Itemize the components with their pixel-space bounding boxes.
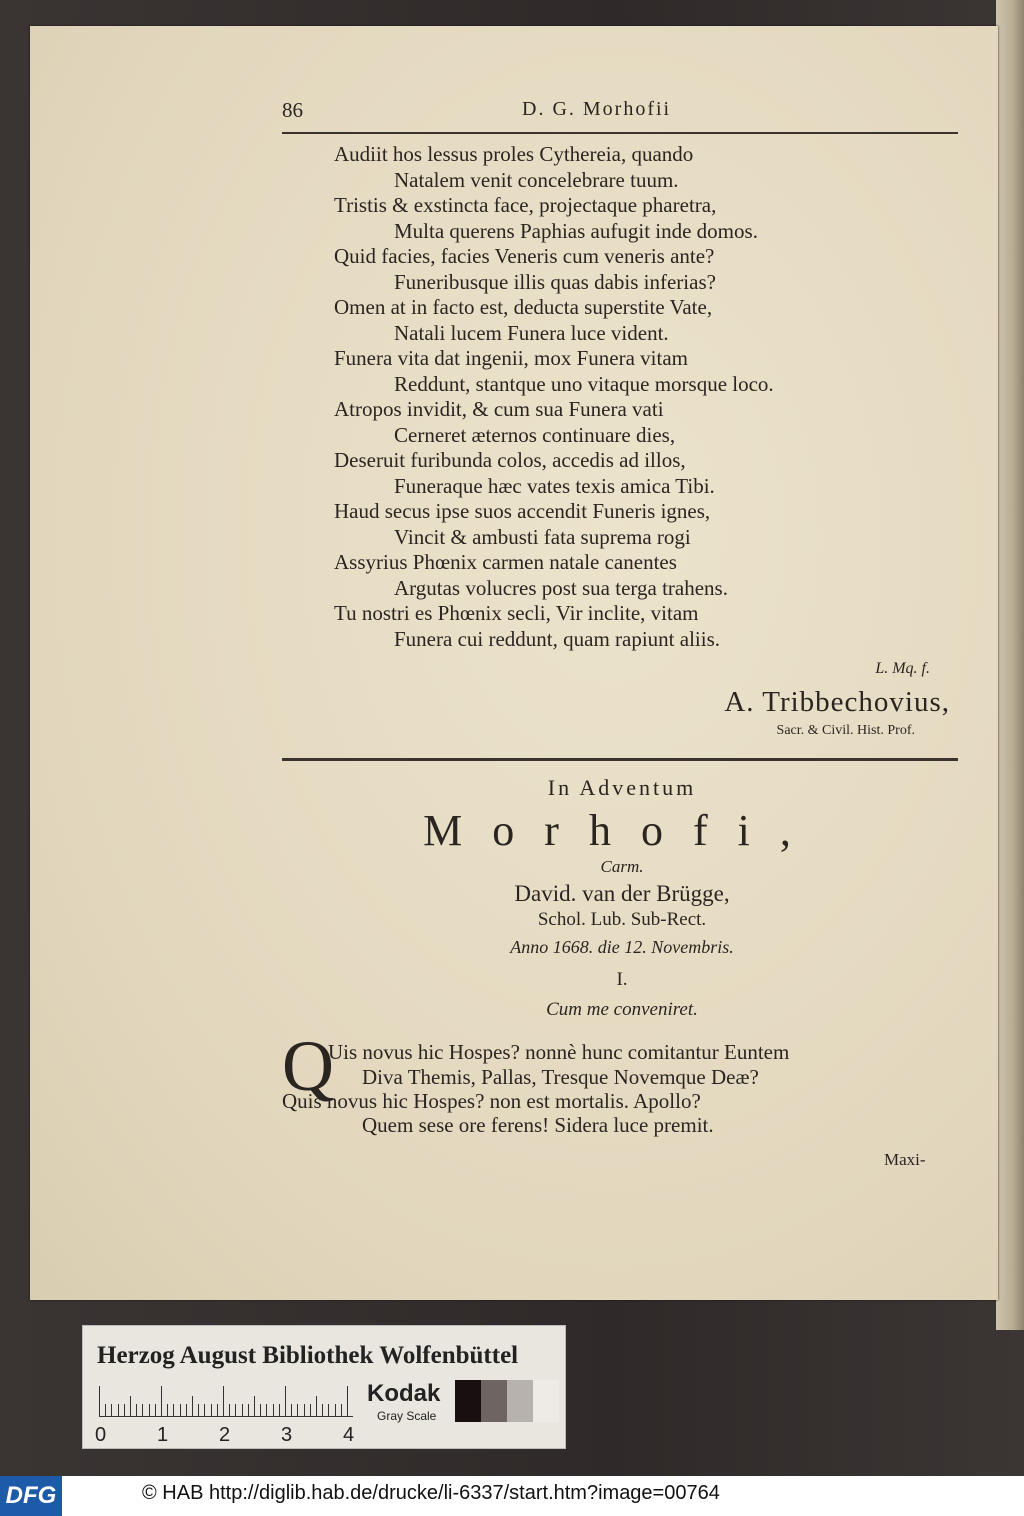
poem-line: Diva Themis, Pallas, Tresque Novemque Deæ? xyxy=(362,1065,759,1089)
signature-name: A. Tribbechovius, xyxy=(724,686,950,718)
section-heading xyxy=(282,775,962,1027)
ruler-tick xyxy=(347,1386,348,1416)
gray-swatch xyxy=(455,1380,481,1422)
elegy-poem xyxy=(334,142,964,652)
ruler-tick xyxy=(297,1404,298,1416)
section-rule xyxy=(282,758,958,761)
footer-bar xyxy=(0,1476,1024,1516)
ruler-tick xyxy=(130,1396,131,1416)
stanza-numeral: I. xyxy=(616,969,628,990)
ruler-tick xyxy=(335,1404,336,1416)
author-role: Schol. Lub. Sub-Rect. xyxy=(537,909,707,930)
poem-line: Omen at in facto est, deducta superstite Vate, xyxy=(334,295,713,319)
ruler-tick xyxy=(192,1396,193,1416)
gray-swatch xyxy=(481,1380,507,1422)
ruler-tick xyxy=(322,1404,323,1416)
ruler-tick xyxy=(99,1386,100,1416)
ruler-tick xyxy=(111,1404,112,1416)
ruler-number: 0 xyxy=(95,1424,107,1446)
ruler-tick xyxy=(235,1404,236,1416)
ruler-tick xyxy=(254,1396,255,1416)
ruler-tick xyxy=(279,1404,280,1416)
ruler-tick xyxy=(266,1404,267,1416)
ruler-tick xyxy=(186,1404,187,1416)
ruler-tick xyxy=(124,1404,125,1416)
ruler-tick xyxy=(248,1404,249,1416)
poem-line: Quis novus hic Hospes? non est mortalis. Apollo? xyxy=(282,1089,701,1113)
ruler-numbers xyxy=(95,1424,355,1448)
ruler-tick xyxy=(161,1386,162,1416)
ruler-tick xyxy=(118,1404,119,1416)
ruler-tick xyxy=(149,1404,150,1416)
poem-line: Natalem venit concelebrare tuum. xyxy=(394,167,679,192)
poem-line: Funeraque hæc vates texis amica Tibi. xyxy=(394,473,715,498)
author-name: David. van der Brügge, xyxy=(514,881,730,906)
kodak-logo: Kodak xyxy=(367,1380,441,1407)
poem-line: Reddunt, stantque uno vitaque morsque loco. xyxy=(394,371,774,396)
poem-line: Atropos invidit, & cum sua Funera vati xyxy=(334,397,664,421)
poem-line: Funeribusque illis quas dabis inferias? xyxy=(394,269,716,294)
ruler-tick xyxy=(260,1404,261,1416)
gray-scale-label: Gray Scale xyxy=(377,1409,437,1423)
color-reference-bar xyxy=(82,1325,566,1449)
poem-line: Multa querens Paphias aufugit inde domos. xyxy=(394,218,758,243)
poem-line: Deseruit furibunda colos, accedis ad illos, xyxy=(334,448,686,472)
ruler-tick xyxy=(217,1404,218,1416)
drop-cap: Q xyxy=(282,1026,334,1106)
catchword: Maxi- xyxy=(884,1150,926,1169)
page-number: 86 xyxy=(282,98,303,122)
ruler-tick xyxy=(291,1404,292,1416)
poem-line: Audiit hos lessus proles Cythereia, quando xyxy=(334,142,694,166)
poem-line: Funera vita dat ingenii, mox Funera vitam xyxy=(334,346,689,370)
ruler-tick xyxy=(341,1404,342,1416)
running-title: D. G. Morhofii xyxy=(522,98,672,120)
signature-role: Sacr. & Civil. Hist. Prof. xyxy=(776,723,915,738)
ruler-tick xyxy=(310,1404,311,1416)
poem-line: Argutas volucres post sua terga trahens. xyxy=(394,575,728,600)
ruler-tick xyxy=(223,1386,224,1416)
poem-line: Uis novus hic Hospes? nonnè hunc comitantur Euntem xyxy=(328,1040,790,1064)
heading-morhofi: Morhofi, xyxy=(423,806,821,855)
poem-line: Tu nostri es Phœnix secli, Vir inclite, vitam xyxy=(334,601,699,625)
running-head xyxy=(282,98,962,128)
heading-carm: Carm. xyxy=(600,857,644,876)
ruler-tick xyxy=(273,1404,274,1416)
ruler-tick xyxy=(316,1396,317,1416)
poem-line: Haud secus ipse suos accendit Funeris ignes, xyxy=(334,499,711,523)
ruler-number: 1 xyxy=(157,1424,169,1446)
header-rule xyxy=(282,132,958,134)
copyright-link[interactable]: © HAB http://diglib.hab.de/drucke/li-6337/start.htm?image=00764 xyxy=(142,1482,720,1504)
ruler-number: 2 xyxy=(219,1424,231,1446)
ruler-tick xyxy=(167,1404,168,1416)
poem-line: Quid facies, facies Veneris cum veneris ante? xyxy=(334,244,715,268)
dfg-logo[interactable]: DFG xyxy=(0,1476,62,1516)
ruler-number: 4 xyxy=(343,1424,355,1446)
ruler-tick xyxy=(180,1404,181,1416)
ruler-tick xyxy=(211,1404,212,1416)
ruler-number: 3 xyxy=(281,1424,293,1446)
ruler-tick xyxy=(198,1404,199,1416)
ruler-tick xyxy=(155,1404,156,1416)
date-line: Anno 1668. die 12. Novembris. xyxy=(510,937,734,957)
poem-line: Funera cui reddunt, quam rapiunt aliis. xyxy=(394,626,721,651)
poem-line: Cerneret æternos continuare dies, xyxy=(394,422,676,447)
poem-line: Natali lucem Funera luce vident. xyxy=(394,320,669,345)
ruler-tick xyxy=(229,1404,230,1416)
ruler-tick xyxy=(105,1404,106,1416)
ruler-tick xyxy=(142,1404,143,1416)
poem-line: Tristis & exstincta face, projectaque pharetra, xyxy=(334,193,717,217)
ruler-tick xyxy=(328,1404,329,1416)
gray-swatch xyxy=(507,1380,533,1422)
poem-line: Quem sese ore ferens! Sidera luce premit. xyxy=(362,1113,714,1137)
heading-in-adventum: In Adventum xyxy=(547,775,697,800)
ruler-tick xyxy=(285,1386,286,1416)
ruler-tick xyxy=(173,1404,174,1416)
ruler-tick xyxy=(242,1404,243,1416)
poem-line: Assyrius Phœnix carmen natale canentes xyxy=(334,550,677,574)
gray-swatch xyxy=(533,1380,559,1422)
poem-line: Vincit & ambusti fata suprema rogi xyxy=(394,524,691,549)
library-name: Herzog August Bibliothek Wolfenbüttel xyxy=(97,1342,519,1369)
ruler-tick xyxy=(204,1404,205,1416)
ruler-scale xyxy=(99,1386,353,1417)
ruler-tick xyxy=(136,1404,137,1416)
next-page-edge xyxy=(996,0,1024,1330)
signature-initials: L. Mq. f. xyxy=(875,660,930,677)
stanza-title: Cum me conveniret. xyxy=(546,999,698,1020)
ruler-tick xyxy=(304,1404,305,1416)
